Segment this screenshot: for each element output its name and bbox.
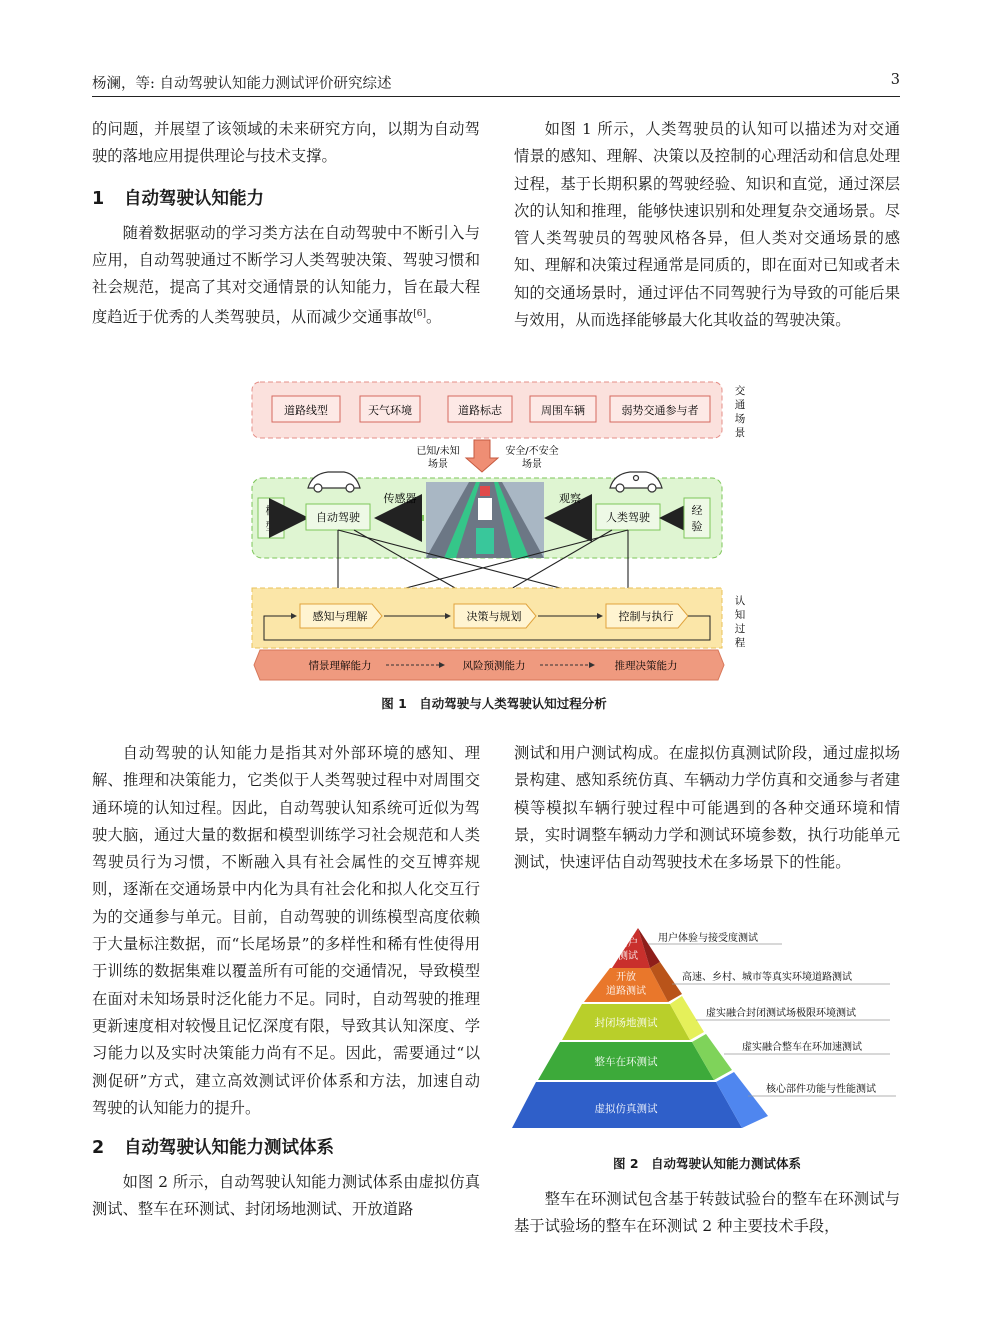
- svg-text:通: 通: [734, 399, 746, 411]
- svg-text:认: 认: [734, 595, 746, 607]
- scene-items: [272, 396, 710, 422]
- section-number: 1: [92, 188, 105, 209]
- section-heading-1: [92, 185, 480, 210]
- svg-text:知: 知: [734, 609, 746, 621]
- pyramid-layer-virtual: [512, 1072, 896, 1128]
- paragraph: 如图 1 所示，人类驾驶员的认知可以描述为对交通情景的感知、理解、决策以及控制的心理活动和信息处理过程，基于长期积累的驾驶经验、知识和直觉，通过深层次的认知和推理，能够快速识别和处理复杂交通场景。尽管人类驾驶员的驾驶风格各异，但人类对交通场景的感知、理解和决策过程通常是同质的，即在面对已知或者未知的交通场景时，通过评估不同驾驶行为导致的可能后果与效用，从而选择能够最大化其收益的驾驶决策。: [514, 120, 900, 330]
- observe-label: 观察: [559, 492, 581, 505]
- scene-side-label: [735, 384, 746, 439]
- right-column-bottom: [514, 740, 900, 876]
- sensor-label: 传感器: [383, 492, 417, 505]
- section-title: 自动驾驶认知能力测试体系: [124, 1138, 334, 1159]
- section-heading-2: [92, 1134, 480, 1159]
- svg-text:开放: 开放: [616, 972, 636, 983]
- human-driving-label: 人类驾驶: [606, 511, 650, 524]
- svg-text:整车在环测试: 整车在环测试: [594, 1056, 658, 1068]
- section-number: 2: [92, 1138, 105, 1159]
- ability: 情景理解能力: [308, 660, 372, 672]
- scene-item: 道路标志: [458, 404, 502, 417]
- svg-text:测试: 测试: [618, 951, 638, 962]
- page-number: 3: [890, 72, 900, 88]
- paragraph: 如图 2 所示，自动驾驶认知能力测试体系由虚拟仿真测试、整车在环测试、封闭场地测试、开放道路: [92, 1173, 480, 1219]
- down-arrow-icon: [466, 440, 498, 472]
- layer-desc: 用户体验与接受度测试: [658, 933, 758, 944]
- right-column-end: [514, 1186, 900, 1241]
- paragraph: 的问题，并展望了该领域的未来研究方向，以期为自动驾驶的落地应用提供理论与技术支撑。: [92, 120, 480, 166]
- paragraph: 整车在环测试包含基于转鼓试验台的整车在环测试与基于试验场的整车在环测试 2 种主要技术手段，: [514, 1190, 900, 1236]
- citation: [6]: [413, 309, 426, 320]
- svg-text:虚拟仿真测试: 虚拟仿真测试: [594, 1103, 658, 1115]
- svg-text:场: 场: [734, 413, 746, 425]
- scene-item: 道路线型: [284, 404, 328, 417]
- svg-text:场景: 场景: [522, 459, 542, 470]
- paragraph-text: 随着数据驱动的学习类方法在自动驾驶中不断引入与应用，自动驾驶通过不断学习人类驾驶决策、驾驶习惯和社会规范，提高了其对交通情景的认知能力，旨在最大程度趋近于优秀的人类驾驶员，从而减少交通事故: [92, 223, 480, 327]
- process-step: 决策与规划: [466, 610, 522, 623]
- scene-item: 弱势交通参与者: [621, 404, 699, 417]
- svg-text:封闭场地测试: 封闭场地测试: [594, 1017, 658, 1029]
- figure-2-caption: 图 2 自动驾驶认知能力测试体系: [612, 1156, 802, 1171]
- svg-text:景: 景: [734, 427, 746, 439]
- layer-desc: 高速、乡村、城市等真实环境道路测试: [682, 972, 852, 983]
- svg-text:过: 过: [734, 623, 746, 635]
- svg-text:安全/不安全: 安全/不安全: [505, 446, 559, 457]
- road-scene-image: [426, 482, 544, 558]
- paragraph-end: 。: [426, 308, 442, 327]
- layer-desc: 虚实融合整车在环加速测试: [742, 1042, 862, 1053]
- pyramid-layer-vehicle-in-loop: [538, 1034, 890, 1080]
- auto-driving-label: 自动驾驶: [316, 511, 360, 524]
- left-column-top: [92, 116, 480, 332]
- process-step: 控制与执行: [618, 610, 674, 623]
- scene-item: 天气环境: [368, 404, 412, 417]
- paragraph: 自动驾驶的认知能力是指其对外部环境的感知、理解、推理和决策能力，它类似于人类驾驶过程中对周围交通环境的认知过程。因此，自动驾驶认知系统可近似为驾驶大脑，通过大量的数据和模型训练学习社会规范和人类驾驶员行为习惯，不断融入具有社会属性的交互博弈规则，逐渐在交通场景中内化为具有社会化和拟人化交互行为的交通参与单元。目前，自动驾驶的训练模型高度依赖于大量标注数据，而“长尾场景”的多样性和稀有性使得用于训练的数据集难以覆盖所有可能的交通情况，导致模型在面对未知场景时泛化能力不足。同时，自动驾驶的推理更新速度相对较慢且记忆深度有限，导致其认知深度、学习能力以及实时决策能力尚有不足。因此，需要通过“以测促研”方式，建立高效测试评价体系和方法，加速自动驾驶的认知能力的提升。: [92, 744, 480, 1117]
- paragraph: [92, 220, 480, 332]
- left-column-bottom: [92, 740, 480, 1224]
- abilities: [309, 659, 678, 672]
- model-label: 型: [265, 520, 277, 533]
- layer-desc: 虚实融合封闭测试场极限环境测试: [706, 1008, 856, 1019]
- svg-text:已知/未知: 已知/未知: [416, 446, 460, 457]
- right-column-top: [514, 116, 900, 334]
- layer-desc: 核心部件功能与性能测试: [766, 1084, 876, 1095]
- pyramid-layer-closed-site: [562, 996, 890, 1040]
- svg-text:道路测试: 道路测试: [606, 986, 646, 997]
- figure-1-caption: 图 1 自动驾驶与人类驾驶认知过程分析: [381, 696, 607, 711]
- header-title: 杨澜，等: 自动驾驶认知能力测试评价研究综述: [92, 76, 392, 92]
- svg-text:程: 程: [734, 637, 746, 649]
- model-label: 模: [265, 504, 277, 517]
- process-side-label: [735, 594, 746, 649]
- figure-2-pyramid: [510, 922, 902, 1134]
- svg-text:场景: 场景: [428, 459, 448, 470]
- section-title: 自动驾驶认知能力: [124, 188, 264, 209]
- svg-text:用户: 用户: [618, 938, 638, 949]
- running-header: [92, 70, 900, 97]
- scene-item: 周围车辆: [541, 404, 585, 417]
- experience-label: 验: [691, 520, 703, 533]
- pyramid-layer-open-road: [584, 962, 890, 1002]
- paragraph: 测试和用户测试构成。在虚拟仿真测试阶段，通过虚拟场景构建、感知系统仿真、车辆动力学仿真和交通参与者建模等模拟车辆行驶过程中可能遇到的各种交通环境和情景，实时调整车辆动力学和测试环境参数，执行功能单元测试，快速评估自动驾驶技术在多场景下的性能。: [514, 744, 900, 872]
- ability: 推理决策能力: [614, 660, 678, 672]
- pyramid-layer-user: [612, 928, 782, 968]
- ability: 风险预测能力: [462, 660, 526, 672]
- experience-label: 经: [691, 504, 703, 517]
- figure-1-diagram: [244, 378, 764, 684]
- svg-text:交: 交: [734, 385, 746, 397]
- process-step: 感知与理解: [312, 610, 368, 623]
